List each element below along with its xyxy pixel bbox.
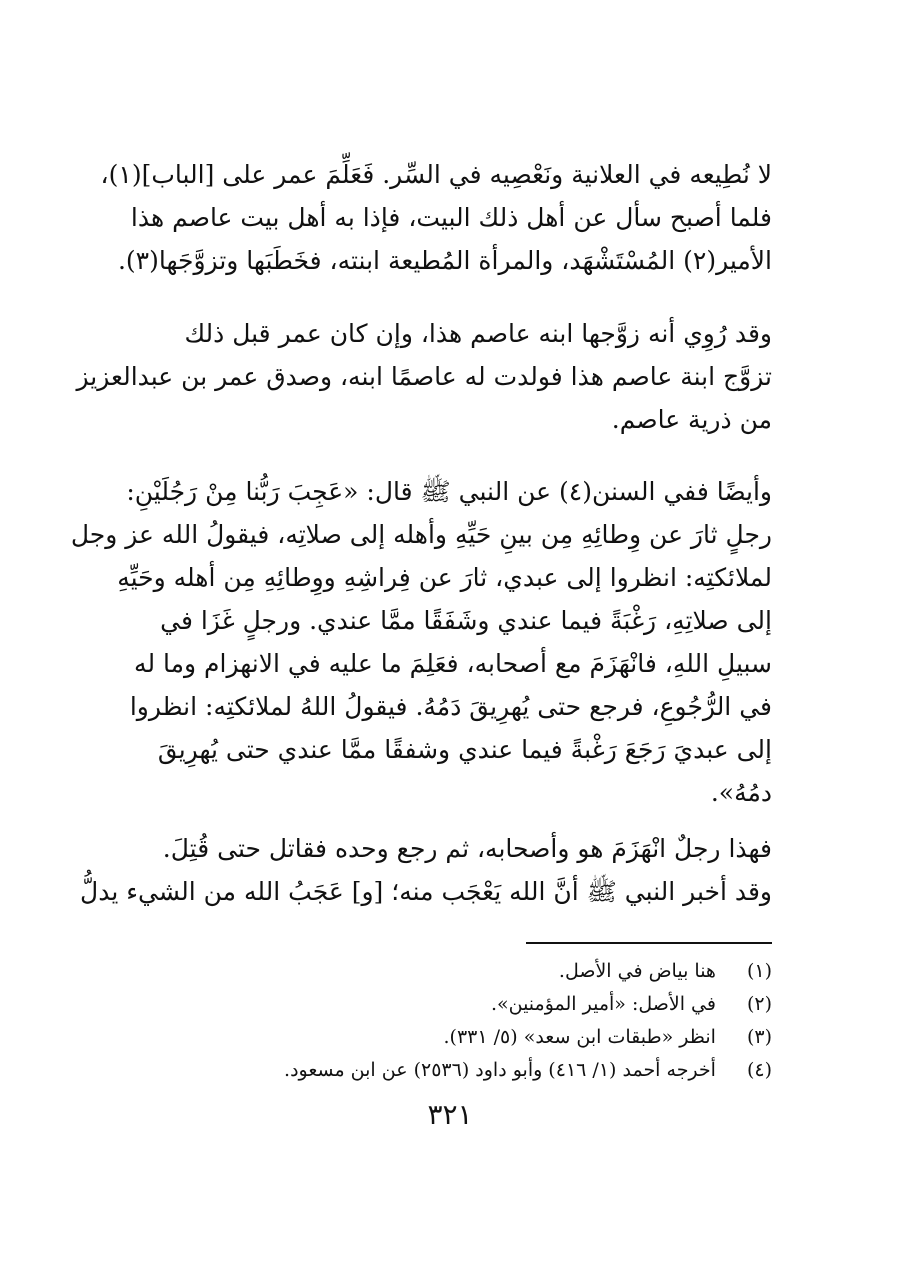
text-line: إلى صلاتِهِ، رَغْبَةً فيما عندي وشَفَقًا ممَّا عندي. ورجلٍ غَزَا في [160, 606, 772, 635]
footnote-number: (٣) [746, 1026, 772, 1048]
text-line: لا نُطِيعه في العلانية ونَعْصِيه في السِّر. فَعَلِّمَ عمر على [الباب](١)، [100, 160, 772, 189]
footnotes [128, 955, 772, 1087]
text-line: في الرُّجُوعِ، فرجع حتى يُهرِيقَ دَمُهُ. فيقولُ اللهُ لملائكتِه: انظروا [129, 692, 772, 721]
footnote-item [128, 1054, 772, 1087]
text-line: وأيضًا ففي السنن(٤) عن النبي ﷺ قال: «عَجِبَ رَبُّنا مِنْ رَجُلَيْنِ: [126, 477, 772, 506]
footnote-number: (١) [746, 960, 772, 982]
page-number: ٣٢١ [427, 1098, 473, 1131]
footnote-text: هنا بياض في الأصل. [558, 960, 716, 982]
paragraph-4 [80, 827, 772, 913]
text-line: دمُهُ». [710, 778, 772, 807]
text-line: من ذرية عاصم. [611, 405, 772, 434]
footnote-text: في الأصل: «أمير المؤمنين». [490, 993, 716, 1015]
text-line: فلما أصبح سأل عن أهل ذلك البيت، فإذا به أهل بيت عاصم هذا [130, 203, 772, 232]
footnote-item [128, 988, 772, 1021]
text-line: الأمير(٢) المُسْتَشْهَد، والمرأة المُطيعة ابنته، فخَطَبَها وتزوَّجَها(٣). [117, 246, 772, 275]
footnote-item [128, 955, 772, 988]
text-line: فهذا رجلٌ انْهَزَمَ هو وأصحابه، ثم رجع وحده فقاتل حتى قُتِلَ. [162, 834, 772, 863]
footnote-number: (٤) [746, 1059, 772, 1081]
paragraph-3 [70, 470, 772, 814]
footnote-divider [526, 942, 772, 944]
text-line: وقد رُوِي أنه زوَّجها ابنه عاصم هذا، وإن كان عمر قبل ذلك [184, 319, 772, 348]
text-line: سبيلِ اللهِ، فانْهَزَمَ مع أصحابه، فعَلِمَ ما عليه في الانهزام وما له [134, 649, 772, 678]
text-line: لملائكتِه: انظروا إلى عبدي، ثارَ عن فِراشِهِ ووِطائِهِ مِن أهله وحَيِّهِ [117, 563, 772, 592]
footnote-number: (٢) [746, 993, 772, 1015]
footnote-text: أخرجه أحمد (١/ ٤١٦) وأبو داود (٢٥٣٦) عن ابن مسعود. [284, 1059, 716, 1081]
paragraph-2 [76, 312, 772, 441]
text-line: إلى عبديَ رَجَعَ رَغْبةً فيما عندي وشفقًا ممَّا عندي حتى يُهرِيقَ [157, 735, 772, 764]
footnote-text: انظر «طبقات ابن سعد» (٥/ ٣٣١). [443, 1026, 716, 1048]
text-line: وقد أخبر النبي ﷺ أنَّ الله يَعْجَب منه؛ [و] عَجَبُ الله من الشيء يدلُّ [80, 877, 772, 906]
paragraph-1 [100, 153, 772, 282]
footnote-item [128, 1021, 772, 1054]
text-line: رجلٍ ثارَ عن وِطائِهِ مِن بينِ حَيِّهِ وأهله إلى صلاتِه، فيقولُ الله عز وجل [70, 520, 772, 549]
text-line: تزوَّج ابنة عاصم هذا فولدت له عاصمًا ابنه، وصدق عمر بن عبدالعزيز [76, 362, 772, 391]
